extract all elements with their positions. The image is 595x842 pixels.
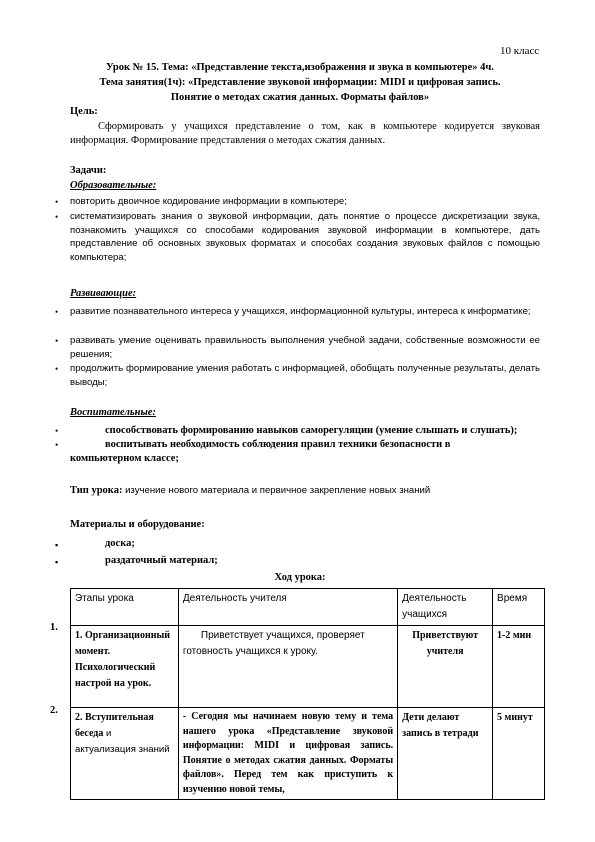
developing-item-1: развитие познавательного интереса у учащихся, информационной культуры, интереса к информатике; <box>70 306 531 317</box>
bullet-icon: • <box>55 197 59 207</box>
table-row <box>71 708 545 800</box>
stage-title: 2. Вступительная беседа <box>75 712 154 739</box>
goal-label: Цель: <box>70 106 98 117</box>
lesson-type-value: изучение нового материала и первичное закрепление новых знаний <box>125 485 431 496</box>
educational-label: Образовательные: <box>70 180 157 191</box>
teacher-cell: - Сегодня мы начинаем новую тему и тема нашего урока «Представление звуковой информации: MIDI и цифровая запись. Понятие о методах сжатия данных. Форматы файлов». Перед тем как приступить к изучению новой темы, <box>178 708 397 800</box>
row-number: 2. <box>50 705 58 716</box>
header-line-3: Понятие о методах сжатия данных. Форматы файлов» <box>170 92 430 103</box>
students-cell: Приветствуют учителя <box>398 626 493 708</box>
stage-subtitle: и актуализация знаний <box>75 728 170 755</box>
header-teacher: Деятельность учителя <box>178 589 397 626</box>
bullet-icon: • <box>55 364 59 374</box>
header-time: Время <box>493 589 545 626</box>
stage-cell <box>71 708 179 800</box>
developing-item-2: развивать умение оценивать правильность выполнения учебной задачи, собственные возможности ее решения; <box>70 335 540 360</box>
upbringing-label: Воспитательные: <box>70 407 156 418</box>
stage-cell: 1. Организационный момент. Психологический настрой на урок. <box>71 626 179 708</box>
table-row <box>71 626 545 708</box>
goal-text: Сформировать у учащихся представление о том, как в компьютере кодируется звуковая информация. Формирование представления о методах сжатия данных. <box>70 121 540 146</box>
lesson-type <box>70 485 430 496</box>
developing-label: Развивающие: <box>70 288 137 299</box>
time-cell: 5 минут <box>493 708 545 800</box>
materials-item-2: раздаточный материал; <box>105 555 218 566</box>
row-number: 1. <box>50 622 58 633</box>
educational-item-1: повторить двоичное кодирование информации в компьютере; <box>70 196 347 207</box>
bullet-icon: • <box>55 307 59 317</box>
educational-item-2: систематизировать знания о звуковой информации, дать понятие о процессе дискретизации звука, познакомить учащихся со способами кодирования звуковой информации в компьютере, дать представление об основных звуковых форматах и способах создания звуковых файлов с помощью компьютера; <box>70 211 540 263</box>
course-title: Ход урока: <box>274 572 326 583</box>
header-line-2: Тема занятия(1ч): «Представление звуковой информации: MIDI и цифровая запись. <box>99 77 501 88</box>
time-cell: 1-2 мин <box>493 626 545 708</box>
bullet-icon: ▪ <box>55 540 59 550</box>
teacher-cell: Приветствует учащихся, проверяет готовность учащихся к уроку. <box>178 626 397 708</box>
header-stages: Этапы урока <box>71 589 179 626</box>
header-students: Деятельность учащихся <box>398 589 493 626</box>
students-cell: Дети делают запись в тетради <box>398 708 493 800</box>
lesson-header <box>60 60 540 105</box>
grade-label: 10 класс <box>500 45 540 57</box>
table-header-row <box>71 589 545 626</box>
materials-item-1: доска; <box>105 538 135 549</box>
tasks-label: Задачи: <box>70 165 107 176</box>
bullet-icon: • <box>55 336 59 346</box>
bullet-icon: • <box>55 212 59 222</box>
header-line-1: Урок № 15. Тема: «Представление текста,изображения и звука в компьютере» 4ч. <box>106 62 494 73</box>
developing-item-3: продолжить формирование умения работать с информацией, обобщать полученные результаты, делать выводы; <box>70 363 540 388</box>
upbringing-item-1: способствовать формированию навыков саморегуляции (умение слышать и слушать); <box>105 425 518 436</box>
upbringing-item-2: воспитывать необходимость соблюдения правил техники безопасности в компьютерном классе; <box>70 439 451 464</box>
lesson-course-table <box>70 588 545 800</box>
materials-label: Материалы и оборудование: <box>70 519 205 530</box>
bullet-icon: • <box>55 440 59 450</box>
bullet-icon: ▪ <box>55 557 59 567</box>
lesson-type-label: Тип урока: <box>70 485 123 496</box>
bullet-icon: • <box>55 426 59 436</box>
